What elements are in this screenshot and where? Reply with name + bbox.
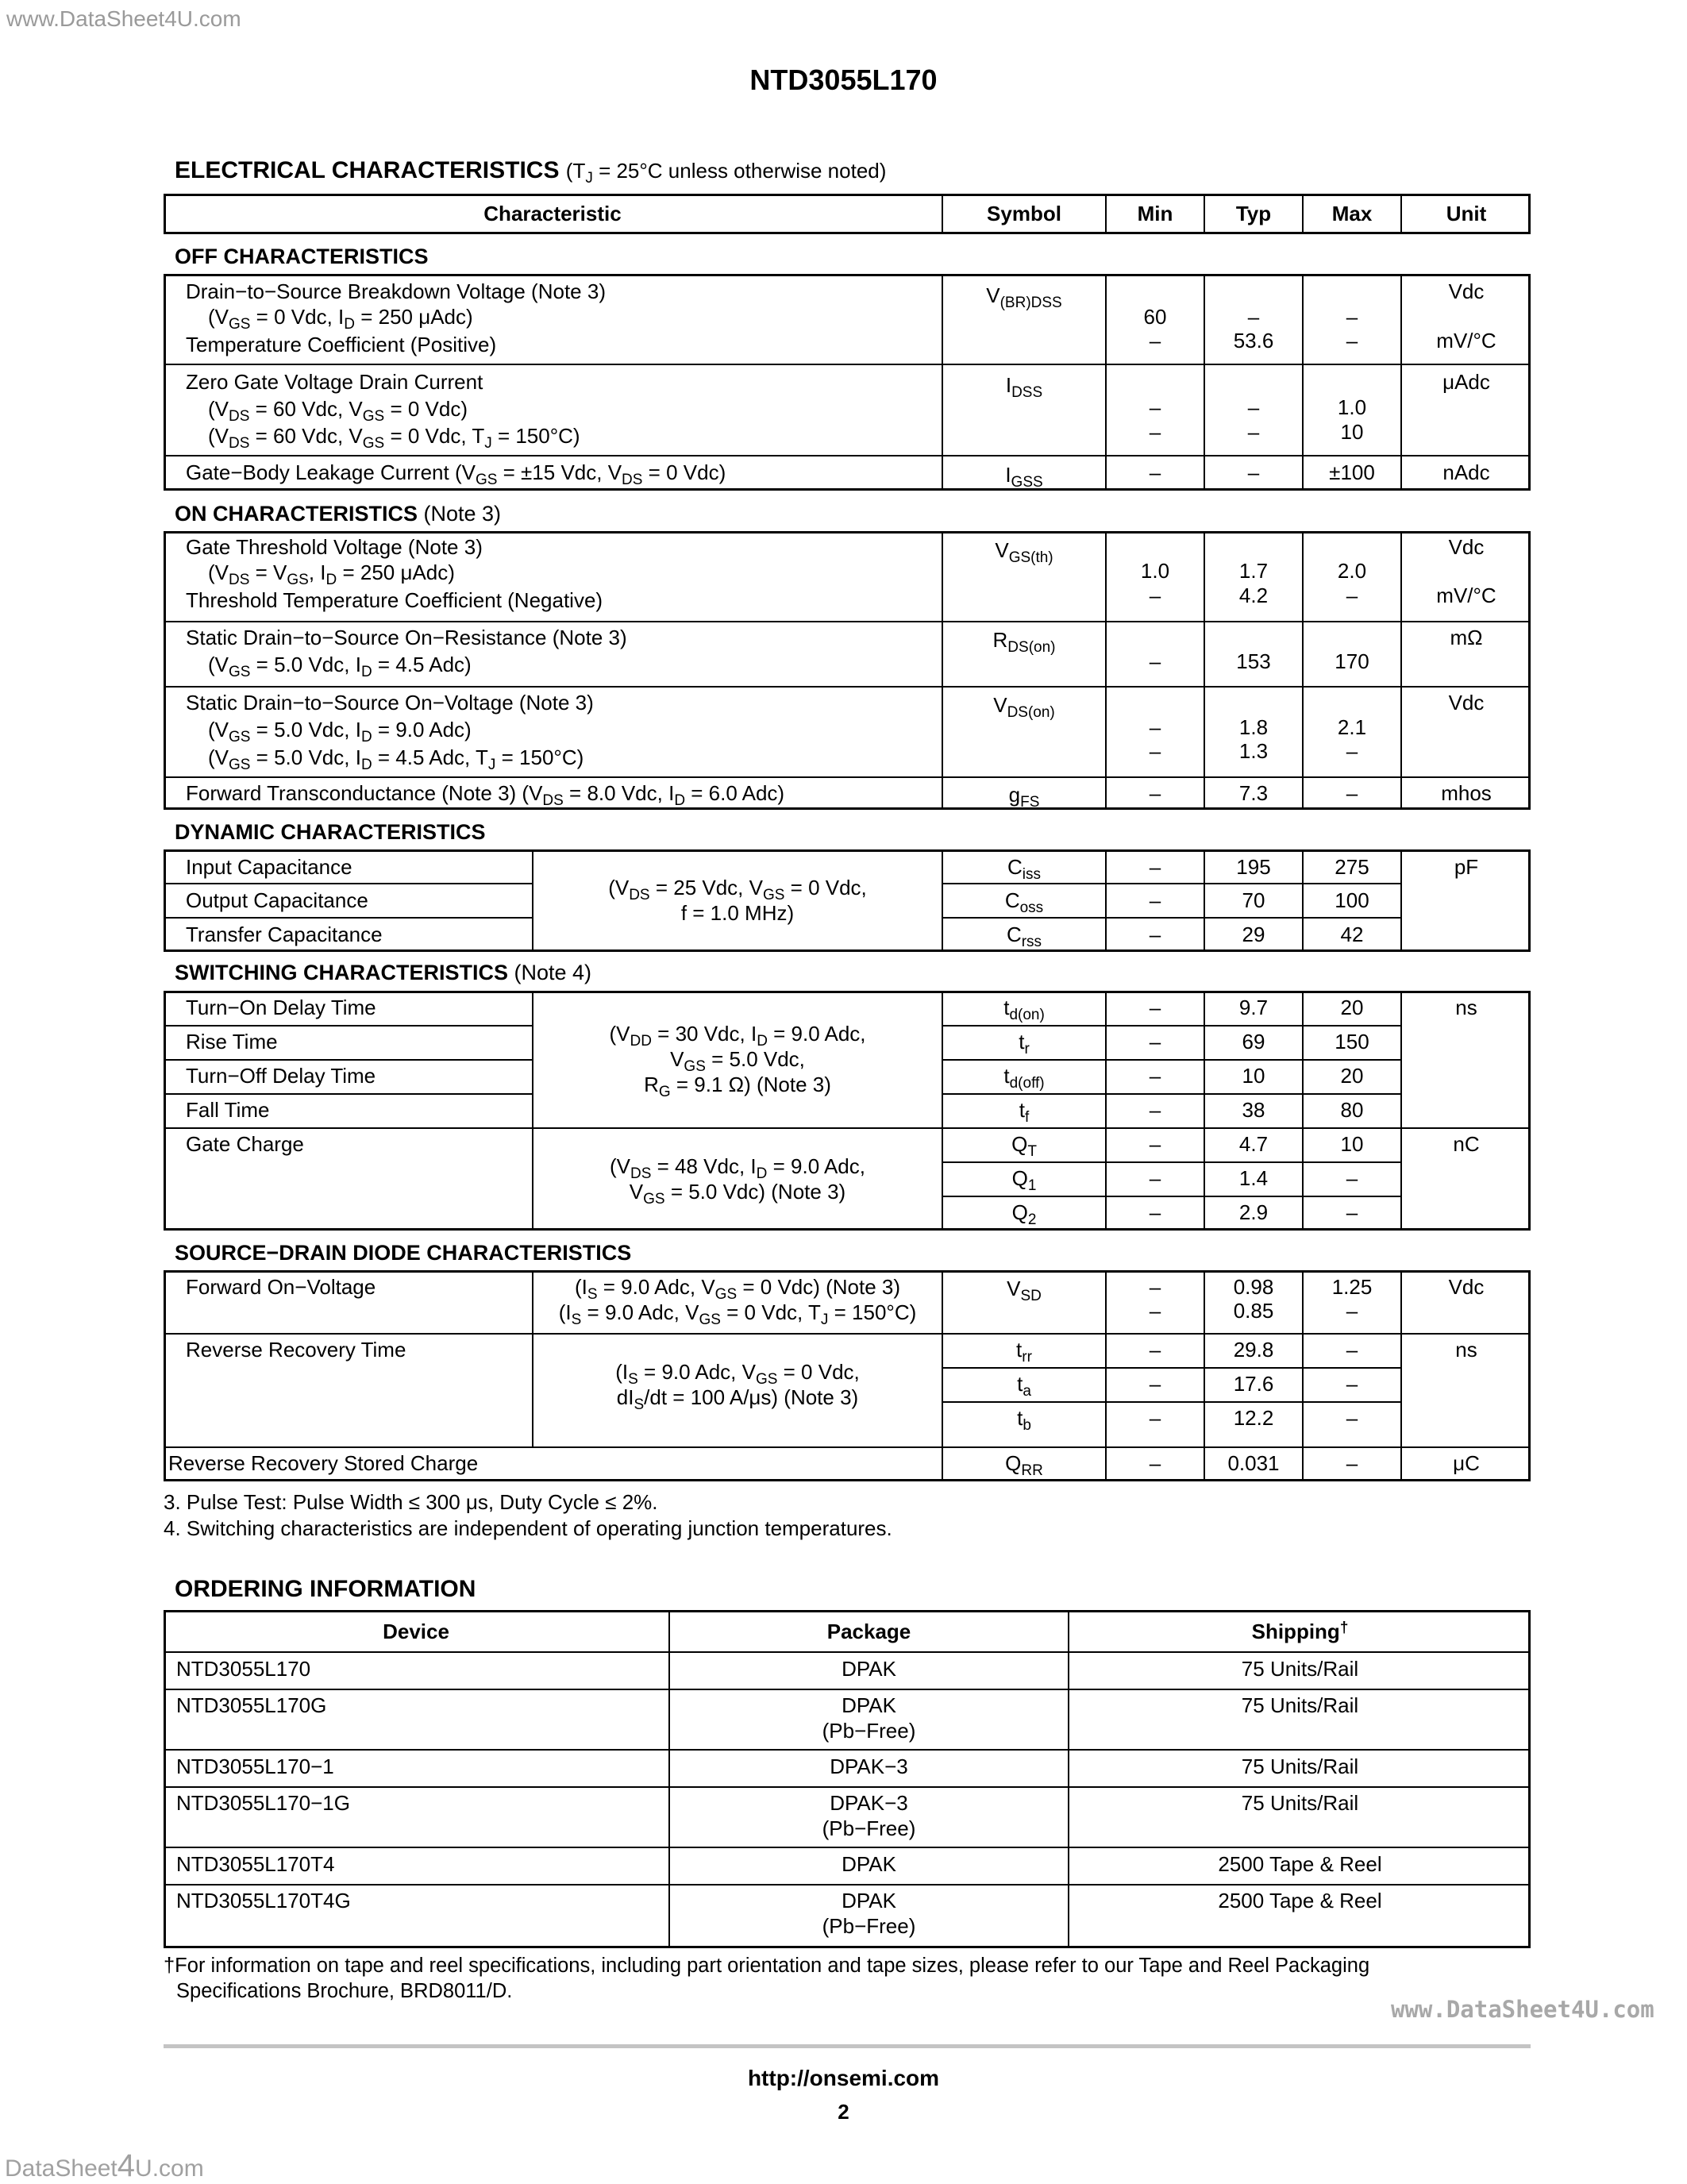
idss-symbol: $I_{DSS}$ <box>1005 373 1043 401</box>
rdson-typ: 153 <box>1236 649 1271 673</box>
shipping-5: 2500 Tape & Reel <box>1218 1852 1382 1876</box>
tf-symbol: $t_f$ <box>1019 1098 1030 1126</box>
trr-cond: ($I_S = 9.0$ Adc, $V_{GS} = 0$ Vdc, $dI_S/dt = 100$ A/μs) (Note 3) <box>615 1360 860 1413</box>
bvdss-min: 60 <box>1143 305 1167 329</box>
ta-symbol: $t_a$ <box>1017 1372 1031 1400</box>
package-6: DPAK <box>842 1889 896 1912</box>
col-package: Package <box>826 1620 911 1643</box>
igss-name: Gate−Body Leakage Current ($V_{GS} = \pm 15$ Vdc, $V_{DS} = 0$ Vdc) <box>186 460 726 488</box>
tf-max: 80 <box>1340 1098 1364 1122</box>
gfs-unit: mhos <box>1441 781 1492 805</box>
package-6-note: (Pb−Free) <box>822 1914 916 1938</box>
note-4: 4. Switching characteristics are independent of operating junction temperatures. <box>164 1516 892 1540</box>
rdson-cond: ($V_{GS} = 5.0$ Vdc, $I_D = 4.5$ Adc) <box>208 653 472 680</box>
vgsth-cond: ($V_{DS} = V_{GS}$, $I_D = 250$ μAdc) <box>208 560 455 588</box>
tf-min: – <box>1149 1098 1161 1122</box>
rdson-symbol: $R_{DS(on)}$ <box>992 628 1056 656</box>
vsd-typ2: 0.85 <box>1233 1299 1274 1323</box>
gfs-min: – <box>1149 781 1161 805</box>
vsd-name: Forward On−Voltage <box>186 1275 376 1299</box>
tdoff-symbol: $t_{d(off)}$ <box>1003 1064 1045 1092</box>
qt-max: 10 <box>1340 1132 1364 1156</box>
idss-typ1: – <box>1247 395 1260 419</box>
page-number: 2 <box>838 2100 849 2124</box>
coss-min: – <box>1149 888 1161 912</box>
idss-max1: 1.0 <box>1337 395 1367 419</box>
vgsth-name: Gate Threshold Voltage (Note 3) <box>186 535 483 559</box>
igss-unit: nAdc <box>1442 460 1490 484</box>
device-2: NTD3055L170G <box>176 1693 327 1717</box>
section-source-drain: SOURCE−DRAIN DIODE CHARACTERISTICS <box>175 1241 632 1265</box>
vdson-typ1: 1.8 <box>1238 715 1269 739</box>
ordering-footnote-line2: Specifications Brochure, BRD8011/D. <box>176 1980 513 2002</box>
qt-symbol: $Q_T$ <box>1011 1132 1037 1160</box>
col-shipping: Shipping† <box>1251 1620 1349 1643</box>
trr-typ: 29.8 <box>1233 1338 1274 1362</box>
section-off: OFF CHARACTERISTICS <box>175 245 429 268</box>
rdson-min: – <box>1149 649 1161 673</box>
coss-symbol: $C_{oss}$ <box>1004 888 1044 916</box>
tb-min: – <box>1149 1406 1161 1430</box>
trr-symbol: $t_{rr}$ <box>1016 1338 1032 1365</box>
idss-cond2: ($V_{DS} = 60$ Vdc, $V_{GS} = 0$ Vdc, $T_J = 150^\circ C$) <box>208 424 580 452</box>
bvdss-max: – <box>1346 305 1358 329</box>
tb-symbol: $t_b$ <box>1017 1406 1031 1434</box>
package-2: DPAK <box>842 1693 896 1717</box>
device-5: NTD3055L170T4 <box>176 1852 335 1876</box>
crss-min: – <box>1149 923 1161 946</box>
bvdss-name: Drain−to−Source Breakdown Voltage (Note 3) <box>186 279 606 303</box>
gfs-max: – <box>1346 781 1358 805</box>
shipping-3: 75 Units/Rail <box>1241 1755 1359 1778</box>
package-2-note: (Pb−Free) <box>822 1719 916 1743</box>
qt-min: – <box>1149 1132 1161 1156</box>
bvdss-tc-unit: mV/°C <box>1436 329 1496 352</box>
ta-typ: 17.6 <box>1233 1372 1274 1396</box>
section-switching: SWITCHING CHARACTERISTICS (Note 4) <box>175 961 592 984</box>
vdson-name: Static Drain−to−Source On−Voltage (Note 3) <box>186 691 594 715</box>
ciss-name: Input Capacitance <box>186 855 352 879</box>
qt-typ: 4.7 <box>1238 1132 1269 1156</box>
rdson-max: 170 <box>1335 649 1369 673</box>
q2-min: – <box>1149 1200 1161 1224</box>
vdson-typ2: 1.3 <box>1238 739 1269 763</box>
qrr-unit: μC <box>1453 1451 1480 1475</box>
bvdss-tc-typ: 53.6 <box>1233 329 1274 352</box>
q1-max: – <box>1346 1166 1358 1190</box>
tdon-max: 20 <box>1340 996 1364 1019</box>
vsd-min1: – <box>1149 1275 1161 1299</box>
ordering-footnote-line1: †For information on tape and reel specifications, including part orientation and tape sizes, please refer to our Tape and Reel Packaging <box>164 1955 1370 1977</box>
tdon-symbol: $t_{d(on)}$ <box>1003 996 1045 1023</box>
idss-max2: 10 <box>1340 420 1364 444</box>
qrr-min: – <box>1149 1451 1161 1475</box>
rdson-unit: mΩ <box>1450 626 1483 649</box>
ta-min: – <box>1149 1372 1161 1396</box>
footer-url[interactable]: http://onsemi.com <box>747 2066 940 2090</box>
tr-min: – <box>1149 1030 1161 1053</box>
q2-symbol: $Q_2$ <box>1011 1200 1037 1228</box>
shipping-6: 2500 Tape & Reel <box>1218 1889 1382 1912</box>
electrical-heading: ELECTRICAL CHARACTERISTICS ($T_J = 25^\circ C$ unless otherwise noted) <box>175 157 887 187</box>
vdson-min2: – <box>1149 739 1161 763</box>
ciss-symbol: $C_{iss}$ <box>1007 855 1041 883</box>
trr-min: – <box>1149 1338 1161 1362</box>
coss-name: Output Capacitance <box>186 888 368 912</box>
gfs-name: Forward Transconductance (Note 3) ($V_{DS} = 8.0$ Vdc, $I_D = 6.0$ Adc) <box>186 781 785 809</box>
tr-typ: 69 <box>1242 1030 1265 1053</box>
col-typ: Typ <box>1235 202 1272 225</box>
tdon-name: Turn−On Delay Time <box>186 996 376 1019</box>
package-4-note: (Pb−Free) <box>822 1816 916 1840</box>
idss-name: Zero Gate Voltage Drain Current <box>186 370 483 394</box>
device-6: NTD3055L170T4G <box>176 1889 351 1912</box>
tdoff-name: Turn−Off Delay Time <box>186 1064 376 1088</box>
vdson-max: 2.1 <box>1337 715 1367 739</box>
vgsth-max: 2.0 <box>1337 559 1367 583</box>
sw-cond: ($V_{DD} = 30$ Vdc, $I_D = 9.0$ Adc, $V_{GS} = 5.0$ Vdc, $R_G = 9.1$ Ω) (Note 3) <box>609 1022 866 1100</box>
col-characteristic: Characteristic <box>483 202 622 225</box>
crss-name: Transfer Capacitance <box>186 923 383 946</box>
tb-typ: 12.2 <box>1233 1406 1274 1430</box>
vgsth-tc-unit: mV/°C <box>1436 584 1496 607</box>
ciss-typ: 195 <box>1236 855 1271 879</box>
ordering-heading: ORDERING INFORMATION <box>175 1576 476 1602</box>
idss-cond1: ($V_{DS} = 60$ Vdc, $V_{GS} = 0$ Vdc) <box>208 397 468 425</box>
watermark-top: www.DataSheet4U.com <box>6 6 241 31</box>
idss-min2: – <box>1149 420 1161 444</box>
vsd-cond: ($I_S = 9.0$ Adc, $V_{GS} = 0$ Vdc) (Note 3) ($I_S = 9.0$ Adc, $V_{GS} = 0$ Vdc, $T_J = 150^\circ C$) <box>558 1275 917 1328</box>
vgsth-tc: Threshold Temperature Coefficient (Negative) <box>186 588 603 612</box>
vgsth-tc-max: – <box>1346 584 1358 607</box>
idss-unit: μAdc <box>1442 370 1490 394</box>
idss-min1: – <box>1149 395 1161 419</box>
qrr-typ: 0.031 <box>1227 1451 1280 1475</box>
tb-max: – <box>1346 1406 1358 1430</box>
vdson-symbol: $V_{DS(on)}$ <box>993 693 1055 721</box>
ciss-min: – <box>1149 855 1161 879</box>
gfs-typ: 7.3 <box>1238 781 1269 805</box>
ta-max: – <box>1346 1372 1358 1396</box>
package-1: DPAK <box>842 1657 896 1681</box>
gfs-symbol: $g_{FS}$ <box>1008 783 1040 811</box>
tdon-min: – <box>1149 996 1161 1019</box>
qrr-name: Reverse Recovery Stored Charge <box>168 1451 479 1475</box>
footer-rule <box>164 2044 1531 2048</box>
tr-max: 150 <box>1335 1030 1369 1053</box>
vsd-unit: Vdc <box>1448 1275 1485 1299</box>
bvdss-unit: Vdc <box>1448 279 1485 303</box>
tdoff-typ: 10 <box>1242 1064 1265 1088</box>
crss-symbol: $C_{rss}$ <box>1006 923 1042 950</box>
gate-charge-name: Gate Charge <box>186 1132 304 1156</box>
shipping-2: 75 Units/Rail <box>1241 1693 1359 1717</box>
vsd-max2: – <box>1346 1299 1358 1323</box>
igss-max: ±100 <box>1329 460 1375 484</box>
tf-name: Fall Time <box>186 1098 270 1122</box>
q1-min: – <box>1149 1166 1161 1190</box>
gate-charge-unit: nC <box>1453 1132 1480 1156</box>
device-4: NTD3055L170−1G <box>176 1791 350 1815</box>
vgsth-min: 1.0 <box>1140 559 1170 583</box>
vdson-max2: – <box>1346 739 1358 763</box>
trr-max: – <box>1346 1338 1358 1362</box>
tr-symbol: $t_r$ <box>1019 1030 1030 1057</box>
coss-max: 100 <box>1335 888 1369 912</box>
vsd-symbol: $V_{SD}$ <box>1007 1277 1042 1304</box>
trr-unit: ns <box>1455 1338 1477 1362</box>
vdson-min1: – <box>1149 715 1161 739</box>
vgsth-typ: 1.7 <box>1238 559 1269 583</box>
page-title: NTD3055L170 <box>749 64 938 96</box>
qrr-max: – <box>1346 1451 1358 1475</box>
q1-typ: 1.4 <box>1238 1166 1269 1190</box>
vgsth-tc-min: – <box>1149 584 1161 607</box>
gate-charge-cond: ($V_{DS} = 48$ Vdc, $I_D = 9.0$ Adc, $V_{GS} = 5.0$ Vdc) (Note 3) <box>610 1154 865 1208</box>
rdson-name: Static Drain−to−Source On−Resistance (Note 3) <box>186 626 627 649</box>
col-unit: Unit <box>1446 202 1487 225</box>
package-5: DPAK <box>842 1852 896 1876</box>
col-device: Device <box>383 1620 449 1643</box>
vsd-typ1: 0.98 <box>1233 1275 1274 1299</box>
bvdss-tc-max: – <box>1346 329 1358 352</box>
coss-typ: 70 <box>1242 888 1265 912</box>
vgsth-unit: Vdc <box>1448 535 1485 559</box>
dyn-cond: ($V_{DS} = 25$ Vdc, $V_{GS} = 0$ Vdc, f = 1.0 MHz) <box>608 876 867 925</box>
q2-typ: 2.9 <box>1238 1200 1269 1224</box>
vgsth-tc-typ: 4.2 <box>1238 584 1269 607</box>
qrr-symbol: $Q_{RR}$ <box>1005 1451 1043 1479</box>
package-4: DPAK−3 <box>830 1791 908 1815</box>
dyn-unit: pF <box>1454 855 1479 879</box>
igss-min: – <box>1149 460 1161 484</box>
shipping-4: 75 Units/Rail <box>1241 1791 1359 1815</box>
section-on: ON CHARACTERISTICS (Note 3) <box>175 502 502 526</box>
tr-name: Rise Time <box>186 1030 278 1053</box>
tf-typ: 38 <box>1242 1098 1265 1122</box>
shipping-1: 75 Units/Rail <box>1241 1657 1359 1681</box>
igss-typ: – <box>1247 460 1260 484</box>
vgsth-symbol: $V_{GS(th)}$ <box>995 538 1053 566</box>
package-3: DPAK−3 <box>830 1755 908 1778</box>
tdoff-max: 20 <box>1340 1064 1364 1088</box>
bvdss-tc: Temperature Coefficient (Positive) <box>186 333 497 356</box>
bvdss-typ: – <box>1247 305 1260 329</box>
col-max: Max <box>1331 202 1373 225</box>
vsd-max: 1.25 <box>1331 1275 1373 1299</box>
vdson-unit: Vdc <box>1448 691 1485 715</box>
tdon-typ: 9.7 <box>1238 996 1269 1019</box>
device-1: NTD3055L170 <box>176 1657 311 1681</box>
watermark-bottom: DataSheet4U.com <box>5 2148 204 2183</box>
vdson-cond2: ($V_{GS} = 5.0$ Vdc, $I_D = 4.5$ Adc, $T_J = 150^\circ C$) <box>208 745 584 773</box>
idss-typ2: – <box>1247 420 1260 444</box>
crss-typ: 29 <box>1242 923 1265 946</box>
trr-name: Reverse Recovery Time <box>186 1338 406 1362</box>
col-min: Min <box>1137 202 1173 225</box>
vdson-cond1: ($V_{GS} = 5.0$ Vdc, $I_D = 9.0$ Adc) <box>208 718 472 745</box>
vsd-min2: – <box>1149 1299 1161 1323</box>
tdoff-min: – <box>1149 1064 1161 1088</box>
bvdss-cond: ($V_{GS} = 0$ Vdc, $I_D = 250$ μAdc) <box>208 305 473 333</box>
q1-symbol: $Q_1$ <box>1011 1166 1037 1194</box>
sw-unit: ns <box>1455 996 1477 1019</box>
watermark-right: www.DataSheet4U.com <box>1391 1996 1654 2023</box>
crss-max: 42 <box>1340 923 1364 946</box>
device-3: NTD3055L170−1 <box>176 1755 334 1778</box>
col-symbol: Symbol <box>987 202 1061 225</box>
note-3: 3. Pulse Test: Pulse Width ≤ 300 μs, Duty Cycle ≤ 2%. <box>164 1490 658 1514</box>
bvdss-symbol: $V_{(BR)DSS}$ <box>986 283 1062 311</box>
igss-symbol: $I_{GSS}$ <box>1005 463 1043 491</box>
section-dynamic: DYNAMIC CHARACTERISTICS <box>175 820 486 844</box>
q2-max: – <box>1346 1200 1358 1224</box>
bvdss-tc-min: – <box>1149 329 1161 352</box>
ciss-max: 275 <box>1335 855 1369 879</box>
